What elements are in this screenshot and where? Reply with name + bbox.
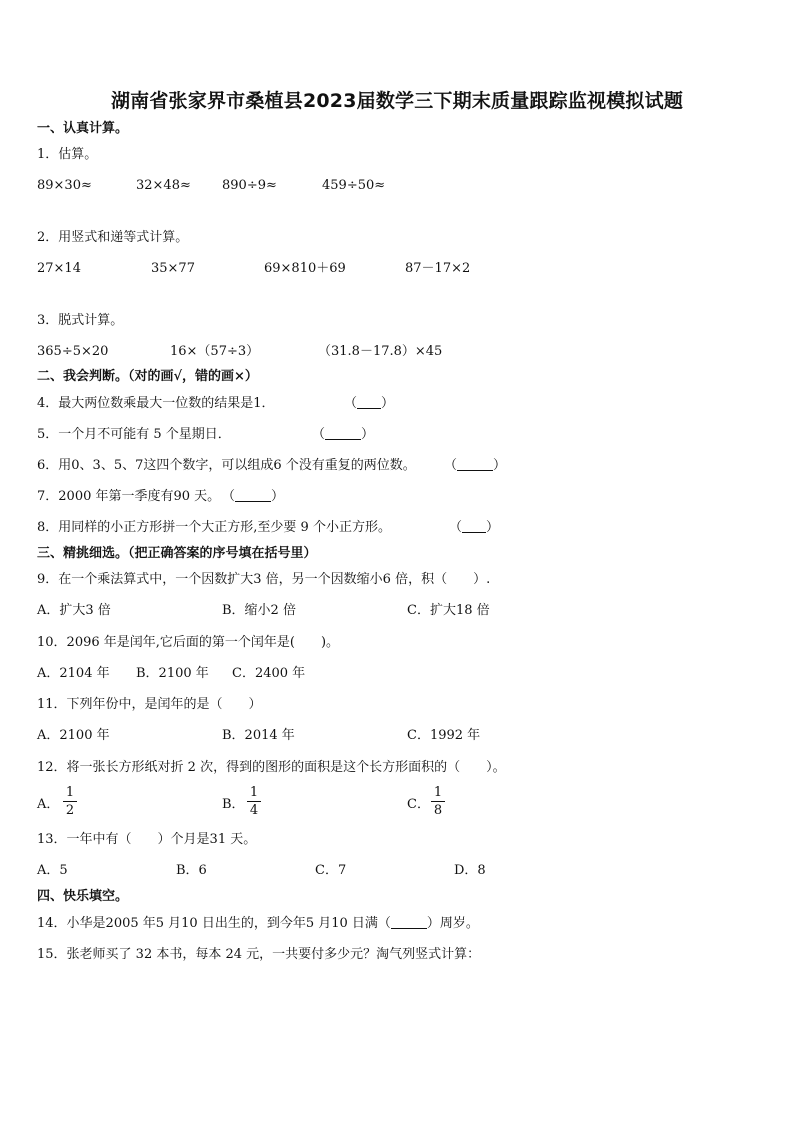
answer-blank[interactable]: （ ）: [344, 396, 395, 411]
section-heading-4: 四、快乐填空。: [37, 889, 129, 904]
question-1-item: 89×30≈: [37, 178, 92, 193]
answer-blank[interactable]: （ ）: [449, 520, 500, 535]
question-9-text: 9．在一个乘法算式中，一个因数扩大3 倍，另一个因数缩小6 倍，积（ ）.: [37, 572, 491, 587]
option-a[interactable]: A．5: [37, 863, 68, 878]
question-1-item: 459÷50≈: [322, 178, 386, 193]
question-4-text: 4．最大两位数乘最大一位数的结果是1．: [37, 396, 275, 411]
blank-line: [462, 520, 486, 533]
option-a[interactable]: A．2104 年: [37, 666, 110, 681]
question-8-text: 8．用同样的小正方形拼一个大正方形,至少要 9 个小正方形。: [37, 520, 391, 535]
option-b[interactable]: B．缩小2 倍: [222, 603, 296, 618]
question-2-item: 27×14: [37, 261, 81, 276]
page-title: 湖南省张家界市桑植县2023届数学三下期末质量跟踪监视模拟试题: [110, 90, 684, 112]
option-b[interactable]: B．2014 年: [222, 728, 295, 743]
fraction-one-eighth: 1 8: [431, 785, 445, 818]
question-2-label: 2．用竖式和递等式计算。: [37, 230, 189, 245]
option-d[interactable]: D．8: [454, 863, 486, 878]
section-heading-1: 一、认真计算。: [37, 121, 129, 136]
option-b-letter[interactable]: B．: [222, 797, 245, 812]
question-11-text: 11．下列年份中，是闰年的是（ ）: [37, 697, 262, 712]
option-a-letter[interactable]: A．: [37, 797, 60, 812]
question-10-text: 10．2096 年是闰年,它后面的第一个闰年是( )。: [37, 635, 340, 650]
question-1-item: 32×48≈: [136, 178, 191, 193]
option-c[interactable]: C．1992 年: [407, 728, 481, 743]
option-c-letter[interactable]: C．: [407, 797, 430, 812]
blank-line: [235, 489, 271, 502]
question-3-item: 16×（57÷3）: [170, 344, 260, 359]
option-c[interactable]: C．扩大18 倍: [407, 603, 490, 618]
answer-blank[interactable]: （ ）: [222, 489, 285, 504]
question-3-item: 365÷5×20: [37, 344, 109, 359]
option-c[interactable]: C．7: [315, 863, 347, 878]
answer-blank[interactable]: （ ）: [444, 458, 507, 473]
question-1-label: 1．估算。: [37, 147, 98, 162]
option-c[interactable]: C．2400 年: [232, 666, 306, 681]
question-5-text: 5．一个月不可能有 5 个星期日．: [37, 427, 231, 442]
fraction-one-quarter: 1 4: [247, 785, 261, 818]
question-2-item: 69×810＋69: [264, 261, 346, 276]
option-a[interactable]: A．扩大3 倍: [37, 603, 111, 618]
blank-line: [325, 427, 361, 440]
question-7-text: 7．2000 年第一季度有90 天。: [37, 489, 221, 504]
answer-blank[interactable]: （ ）: [312, 427, 375, 442]
section-heading-3: 三、精挑细选。（把正确答案的序号填在括号里）: [37, 546, 317, 561]
question-2-item: 87－17×2: [405, 261, 471, 276]
blank-line: [357, 396, 381, 409]
option-a[interactable]: A．2100 年: [37, 728, 110, 743]
question-12-text: 12．将一张长方形纸对折 2 次，得到的图形的面积是这个长方形面积的（ ）。: [37, 760, 506, 775]
question-2-item: 35×77: [151, 261, 195, 276]
question-14-text: 14．小华是2005 年5 月10 日出生的，到今年5 月10 日满（ ）周岁。: [37, 916, 479, 931]
question-1-item: 890÷9≈: [222, 178, 277, 193]
question-3-label: 3．脱式计算。: [37, 313, 124, 328]
question-13-text: 13．一年中有（ ）个月是31 天。: [37, 832, 257, 847]
option-b[interactable]: B．2100 年: [136, 666, 209, 681]
question-6-text: 6．用0、3、5、7这四个数字，可以组成6 个没有重复的两位数。: [37, 458, 416, 473]
fraction-one-half: 1 2: [63, 785, 77, 818]
question-15-text: 15．张老师买了 32 本书，每本 24 元，一共要付多少元？淘气列竖式计算：: [37, 947, 481, 962]
blank-line[interactable]: [391, 916, 427, 929]
question-3-item: （31.8－17.8）×45: [318, 344, 443, 359]
option-b[interactable]: B．6: [176, 863, 207, 878]
section-heading-2: 二、我会判断。（对的画√，错的画×）: [37, 369, 258, 384]
blank-line: [457, 458, 493, 471]
